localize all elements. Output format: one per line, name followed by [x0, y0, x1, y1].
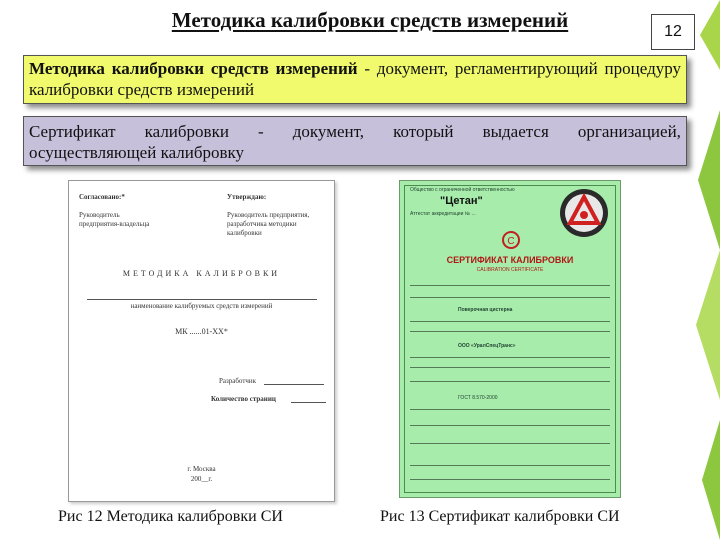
caption-right: Рис 13 Сертификат калибровки СИ	[380, 508, 620, 525]
cert-rule	[410, 465, 610, 466]
cert-logo-icon	[558, 187, 610, 239]
certificate-definition-box	[23, 116, 687, 166]
cert-rule	[410, 381, 610, 382]
cert-mark-icon	[502, 231, 520, 249]
doc-pages: Количество страниц	[211, 395, 276, 403]
cert-word: организацией,	[577, 122, 681, 141]
decorative-triangles	[690, 0, 720, 540]
doc-place: г. Москва	[187, 465, 216, 473]
cert-word: выдается	[482, 122, 549, 141]
method-document-image	[68, 180, 335, 502]
definition-text: - документ, регламентирующий процедуру калибровки средств измерений	[29, 59, 681, 99]
cert-rule	[410, 285, 610, 286]
cert-brand: "Цетан"	[440, 195, 483, 207]
cert-standard: ГОСТ 8.570-2000	[458, 395, 498, 401]
doc-approved: Утверждаю:	[227, 193, 267, 201]
cert-rule	[410, 425, 610, 426]
doc-subtitle: наименование калибруемых средств измерений	[130, 302, 273, 310]
cert-word: документ,	[292, 122, 365, 141]
cert-word: калибровки	[144, 122, 229, 141]
doc-rule	[291, 402, 326, 403]
cert-device: Поверочная цистерна	[458, 307, 513, 313]
certificate-document-image	[399, 180, 621, 498]
definition-term: Методика калибровки средств измерений	[29, 59, 358, 78]
certificate-definition-line2: осуществляющей калибровку	[29, 143, 245, 162]
caption-left: Рис 12 Методика калибровки СИ	[58, 508, 283, 525]
doc-rule	[87, 299, 317, 300]
slide-number: 12	[651, 14, 695, 50]
cert-rule	[410, 321, 610, 322]
cert-word: -	[258, 122, 264, 141]
definition-box	[23, 55, 687, 104]
cert-word: который	[393, 122, 454, 141]
doc-heading: МЕТОДИКА КАЛИБРОВКИ	[122, 269, 281, 278]
cert-title: СЕРТИФИКАТ КАЛИБРОВКИ	[446, 255, 574, 265]
doc-code: МК ......01-ХХ*	[175, 327, 228, 336]
doc-rule	[264, 384, 324, 385]
cert-owner: ООО «УралСпецТранс»	[458, 343, 516, 349]
doc-left-block: Руководитель предприятия-владельца	[79, 211, 150, 228]
slide-title: Методика калибровки средств измерений	[171, 8, 569, 32]
cert-rule	[410, 357, 610, 358]
cert-rule	[410, 479, 610, 480]
cert-company: Общество с ограниченной ответственностью	[410, 187, 515, 193]
cert-rule	[410, 443, 610, 444]
certificate-definition-line1	[29, 121, 681, 142]
cert-rule	[410, 367, 610, 368]
doc-right-block: Руководитель предприятия, разработчика методики калибровки	[227, 211, 310, 237]
cert-rule	[410, 331, 610, 332]
doc-developed: Разработчик	[219, 377, 257, 385]
svg-text:С: С	[507, 236, 515, 247]
doc-agreed: Согласовано:*	[79, 193, 125, 201]
cert-rule	[410, 409, 610, 410]
cert-title-en: CALIBRATION CERTIFICATE	[476, 267, 544, 273]
cert-rule	[410, 297, 610, 298]
doc-year: 200__г.	[190, 475, 213, 483]
cert-word: Сертификат	[29, 122, 116, 141]
cert-accreditation: Аттестат аккредитации № ...	[410, 211, 476, 217]
